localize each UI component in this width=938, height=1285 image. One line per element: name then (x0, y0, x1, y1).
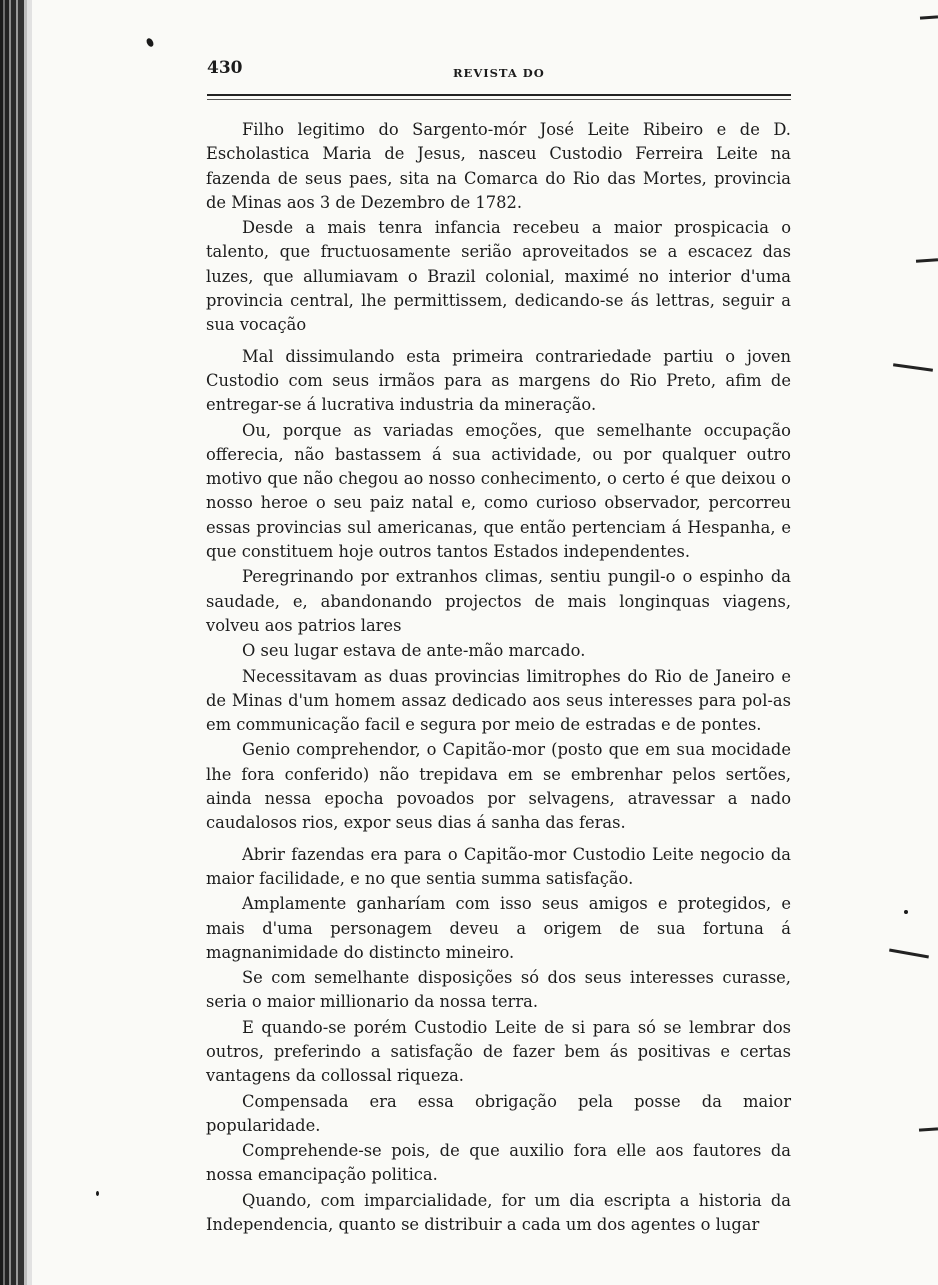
scan-mark (893, 363, 933, 372)
paragraph: E quando-se porém Custodio Leite de si para só se lembrar dos outros, preferindo a satisfação de fazer bem ás positivas e certas vantagens da collossal riqueza. (206, 1017, 791, 1086)
paragraph: Peregrinando por extranhos climas, sentiu pungil-o o espinho da saudade, e, abandonando projectos de mais longinquas viagens, volveu aos patrios lares (206, 567, 791, 635)
paragraph: Filho legitimo do Sargento-mór José Leite Ribeiro e de D. Escholastica Maria de Jesus, nasceu Custodio Ferreira Leite na fazenda de seus paes, sita na Comarca do Rio das Mortes, provincia de Minas aos 3 de Dezembro de 1782. (206, 120, 791, 212)
paragraph: Se com semelhante disposições só dos seus interesses curasse, seria o maior millionario da nossa terra. (206, 968, 791, 1012)
scan-mark (916, 258, 938, 263)
scan-speck (904, 910, 908, 914)
paragraph: Desde a mais tenra infancia recebeu a maior prospicacia o talento, que fructuosamente serião aproveitados se a escacez das luzes, que allumiavam o Brazil colonial, maximé no interior d'uma provincia central, lhe permittissem, dedicando-se ás lettras, seguir a sua vocação (206, 218, 791, 335)
paragraph: Abrir fazendas era para o Capitão-mor Custodio Leite negocio da maior facilidade, e no que sentia summa satisfação. (206, 844, 791, 888)
scan-speck (96, 1191, 99, 1196)
scan-mark (920, 15, 938, 19)
paragraph: Comprehende-se pois, de que auxilio fora elle aos fautores da nossa emancipação politica. (206, 1141, 791, 1185)
article-body (206, 118, 791, 1237)
header-rule (207, 94, 791, 100)
paragraph: Quando, com imparcialidade, for um dia escripta a historia da Independencia, quanto se distribuir a cada um dos agentes o lugar (206, 1190, 791, 1235)
paragraph: Necessitavam as duas provincias limitrophes do Rio de Janeiro e de Minas d'um homem assaz dedicado aos seus interesses para pol-as em communicação facil e segura por meio de estradas e de pontes. (206, 666, 791, 735)
paragraph: O seu lugar estava de ante-mão marcado. (242, 641, 586, 661)
paragraph: Ou, porque as variadas emoções, que semelhante occupação offerecia, não bastassem á sua actividade, ou por qualquer outro motivo que não chegou ao nosso conhecimento, o certo é que deixou o nosso heroe o seu paiz natal e, como curioso observador, percorreu essas provincias sul americanas, que então pertenciam á Hespanha, e que constituem hoje outros tantos Estados independentes. (206, 420, 791, 562)
running-head: REVISTA DO (453, 66, 545, 80)
paragraph: Genio comprehendor, o Capitão-mor (posto que em sua mocidade lhe fora conferido) não trepidava em se embrenhar pelos sertões, ainda nessa epocha povoados por selvagens, atravessar a nado caudalosos rios, expor seus dias á sanha das feras. (206, 740, 791, 833)
paragraph: Mal dissimulando esta primeira contrariedade partiu o joven Custodio com seus irmãos para as margens do Rio Preto, afim de entregar-se á lucrativa industria da mineração. (206, 346, 791, 415)
scan-mark (889, 949, 929, 959)
book-binding-edge (0, 0, 32, 1285)
page-number: 430 (207, 58, 243, 78)
paragraph: Amplamente ganharíam com isso seus amigos e protegidos, e mais d'uma personagem deveu a origem de sua fortuna á magnanimidade do distincto mineiro. (206, 894, 791, 962)
scan-mark (919, 1127, 938, 1131)
scan-speck (145, 37, 155, 48)
paragraph: Compensada era essa obrigação pela posse da maior popularidade. (206, 1091, 791, 1135)
